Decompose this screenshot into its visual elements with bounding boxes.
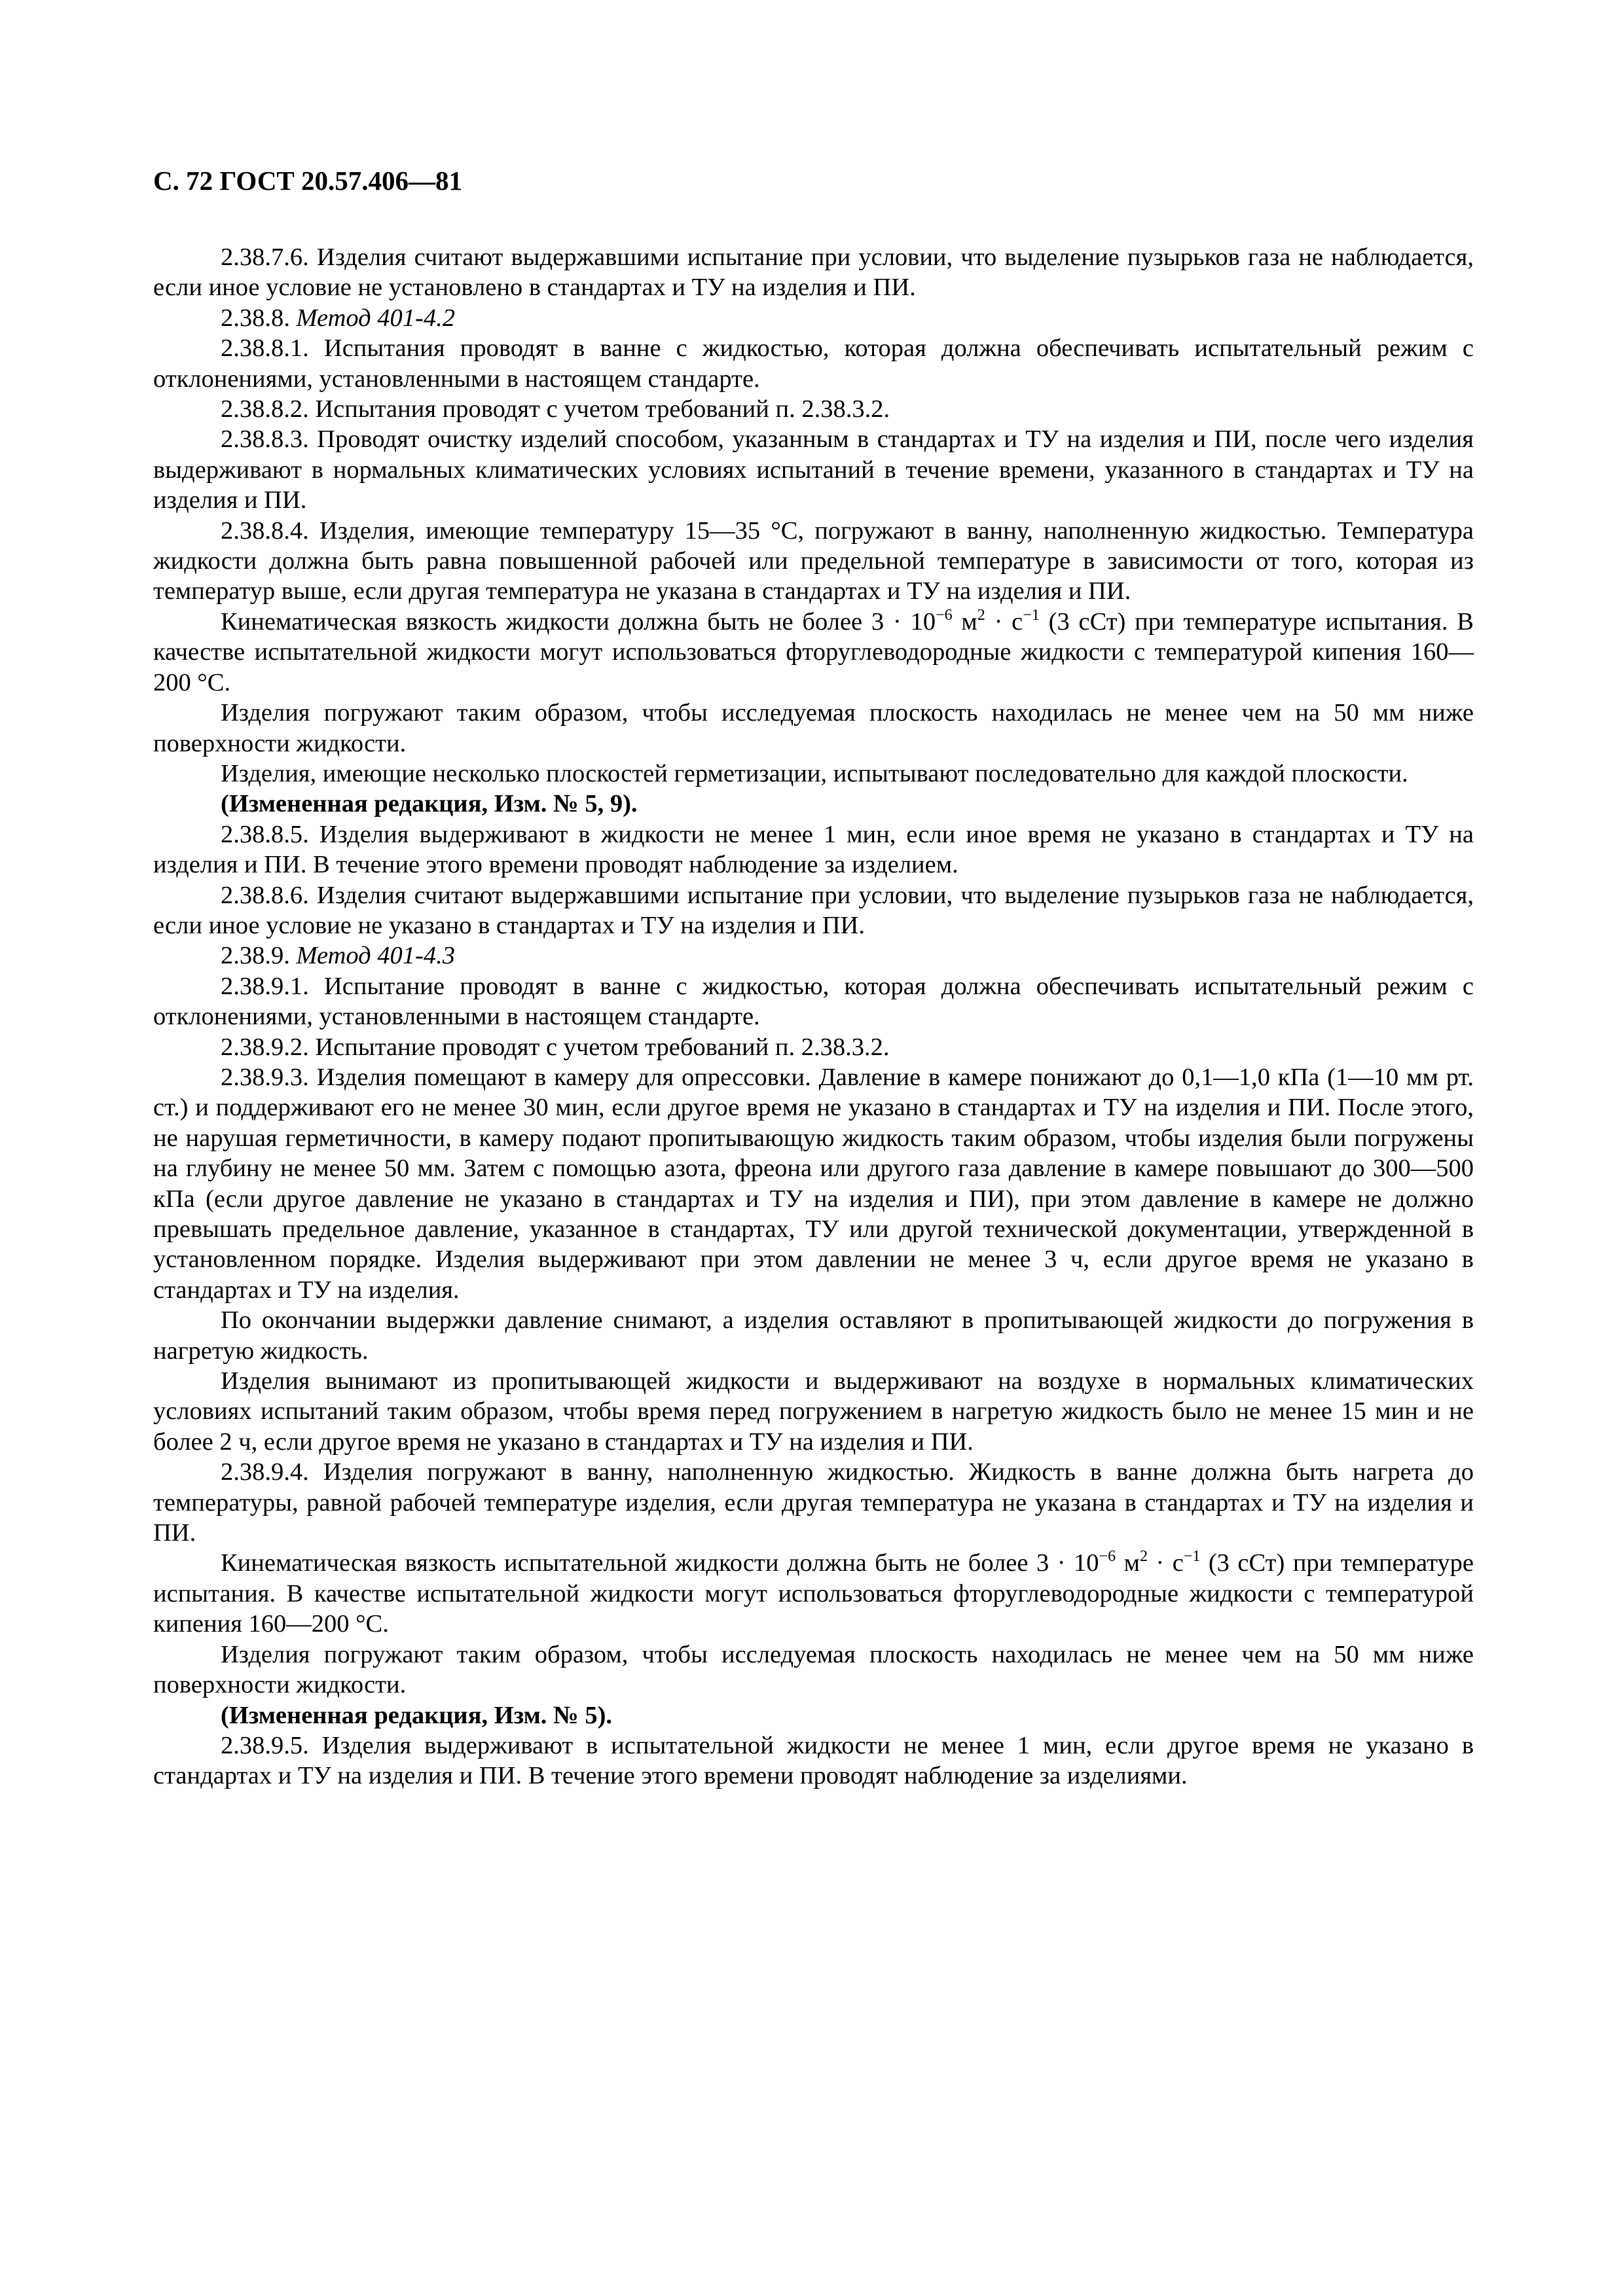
amendment-note-1: (Измененная редакция, Изм. № 5, 9). [221, 790, 638, 818]
text-run: м [1116, 1549, 1140, 1577]
text-run: (3 сСт) при температуре испытания. В качестве испытательной жидкости могут использоваться фторуглеводородные жидкости с температурой кипения 160—200 °С. [153, 1549, 1474, 1638]
paragraph-viscosity-2 [153, 1548, 1474, 1639]
paragraph-2-38-9-5: 2.38.9.5. Изделия выдерживают в испытательной жидкости не менее 1 мин, если другое время не указано в стандартах и ТУ на изделия и ПИ. В течение этого времени проводят наблюдение за изделиями. [153, 1731, 1474, 1790]
text-run: · с [985, 607, 1023, 636]
superscript: −1 [1023, 606, 1040, 624]
superscript: −1 [1183, 1548, 1201, 1566]
page-header: С. 72 ГОСТ 20.57.406—81 [153, 166, 463, 196]
section-heading-2-38-9 [153, 941, 1474, 971]
text-run: Кинематическая вязкость испытательной жидкости должна быть не более 3 · 10 [221, 1549, 1099, 1577]
paragraph-2-38-9-3: 2.38.9.3. Изделия помещают в камеру для опрессовки. Давление в камере понижают до 0,1—1,0 кПа (1—10 мм рт. ст.) и поддерживают его не менее 30 мин, если другое время не указано в стандартах и ТУ на изделия и ПИ. После этого, не нарушая герметичности, в камеру подают пропитывающую жидкость таким образом, чтобы изделия были погружены на глубину не менее 50 мм. Затем с помощью азота, фреона или другого газа давление в камере повышают до 300—500 кПа (если другое давление не указано в стандартах и ТУ на изделия и ПИ), при этом давление в камере не должно превышать предельное давление, указанное в стандартах, ТУ или другой технической документации, утвержденной в установленном порядке. Изделия выдерживают при этом давлении не менее 3 ч, если другое время не указано в стандартах и ТУ на изделия. [153, 1063, 1474, 1304]
method-title: Метод 401-4.2 [296, 304, 455, 332]
amendment-note-2: (Измененная редакция, Изм. № 5). [221, 1701, 613, 1729]
paragraph-2-38-9-4: 2.38.9.4. Изделия погружают в ванну, наполненную жидкостью. Жидкость в ванне должна быть нагрета до температуры, равной рабочей температуре изделия, если другая температура не указана в стандартах и ТУ на изделия и ПИ. [153, 1458, 1474, 1547]
paragraph-2-38-9-1: 2.38.9.1. Испытание проводят в ванне с жидкостью, которая должна обеспечивать испытательный режим с отклонениями, установленными в настоящем стандарте. [153, 972, 1474, 1031]
paragraph-immersion-depth-1: Изделия погружают таким образом, чтобы исследуемая плоскость находилась не менее чем на 50 мм ниже поверхности жидкости. [153, 699, 1474, 757]
paragraph-2-38-8-1: 2.38.8.1. Испытания проводят в ванне с жидкостью, которая должна обеспечивать испытательный режим с отклонениями, установленными в настоящем стандарте. [153, 334, 1474, 393]
section-number: 2.38.9. [221, 942, 297, 970]
text-run: · с [1147, 1549, 1184, 1577]
paragraph-pressure-release: По окончании выдержки давление снимают, а изделия оставляют в пропитывающей жидкости до погружения в нагретую жидкость. [153, 1306, 1474, 1365]
paragraph-air-holding: Изделия вынимают из пропитывающей жидкости и выдерживают на воздухе в нормальных климатических условиях испытаний таким образом, чтобы время перед погружением в нагретую жидкость было не менее 15 мин и не более 2 ч, если другое время не указано в стандартах и ТУ на изделия и ПИ. [153, 1367, 1474, 1456]
superscript: −6 [1099, 1548, 1116, 1566]
section-heading-2-38-8 [153, 303, 1474, 333]
superscript: 2 [1139, 1548, 1148, 1566]
text-run: (3 сСт) при температуре испытания. В качестве испытательной жидкости могут использоваться фторуглеводородные жидкости с температурой кипения 160—200 °С. [153, 607, 1474, 696]
superscript: 2 [977, 606, 985, 624]
text-run: м [952, 607, 977, 636]
body-text [153, 242, 1474, 1791]
paragraph-2-38-9-2: 2.38.9.2. Испытание проводят с учетом требований п. 2.38.3.2. [221, 1033, 890, 1061]
paragraph-2-38-8-5: 2.38.8.5. Изделия выдерживают в жидкости не менее 1 мин, если иное время не указано в стандартах и ТУ на изделия и ПИ. В течение этого времени проводят наблюдение за изделием. [153, 820, 1474, 879]
method-title: Метод 401-4.3 [296, 942, 455, 970]
paragraph-2-38-8-4: 2.38.8.4. Изделия, имеющие температуру 15—35 °С, погружают в ванну, наполненную жидкостью. Температура жидкости должна быть равна повышенной рабочей или предельной температуре в зависимости от того, которая из температур выше, если другая температура не указана в стандартах и ТУ на изделия и ПИ. [153, 516, 1474, 605]
paragraph-immersion-depth-2: Изделия погружают таким образом, чтобы исследуемая плоскость находилась не менее чем на 50 мм ниже поверхности жидкости. [153, 1640, 1474, 1699]
paragraph-2-38-8-2: 2.38.8.2. Испытания проводят с учетом требований п. 2.38.3.2. [221, 395, 890, 423]
paragraph-2-38-8-6: 2.38.8.6. Изделия считают выдержавшими испытание при условии, что выделение пузырьков газа не наблюдается, если иное условие не указано в стандартах и ТУ на изделия и ПИ. [153, 881, 1474, 939]
section-number: 2.38.8. [221, 304, 297, 332]
text-run: Кинематическая вязкость жидкости должна быть не более 3 · 10 [221, 607, 936, 636]
paragraph-2-38-8-3: 2.38.8.3. Проводят очистку изделий способом, указанным в стандартах и ТУ на изделия и ПИ, после чего изделия выдерживают в нормальных климатических условиях испытаний в течение времени, указанного в стандартах и ТУ на изделия и ПИ. [153, 425, 1474, 514]
paragraph-sealing-planes: Изделия, имеющие несколько плоскостей герметизации, испытывают последовательно для каждой плоскости. [221, 759, 1408, 787]
paragraph-viscosity-1 [153, 607, 1474, 698]
superscript: −6 [936, 606, 953, 624]
paragraph-2-38-7-6: 2.38.7.6. Изделия считают выдержавшими испытание при условии, что выделение пузырьков газа не наблюдается, если иное условие не установлено в стандартах и ТУ на изделия и ПИ. [153, 243, 1474, 302]
